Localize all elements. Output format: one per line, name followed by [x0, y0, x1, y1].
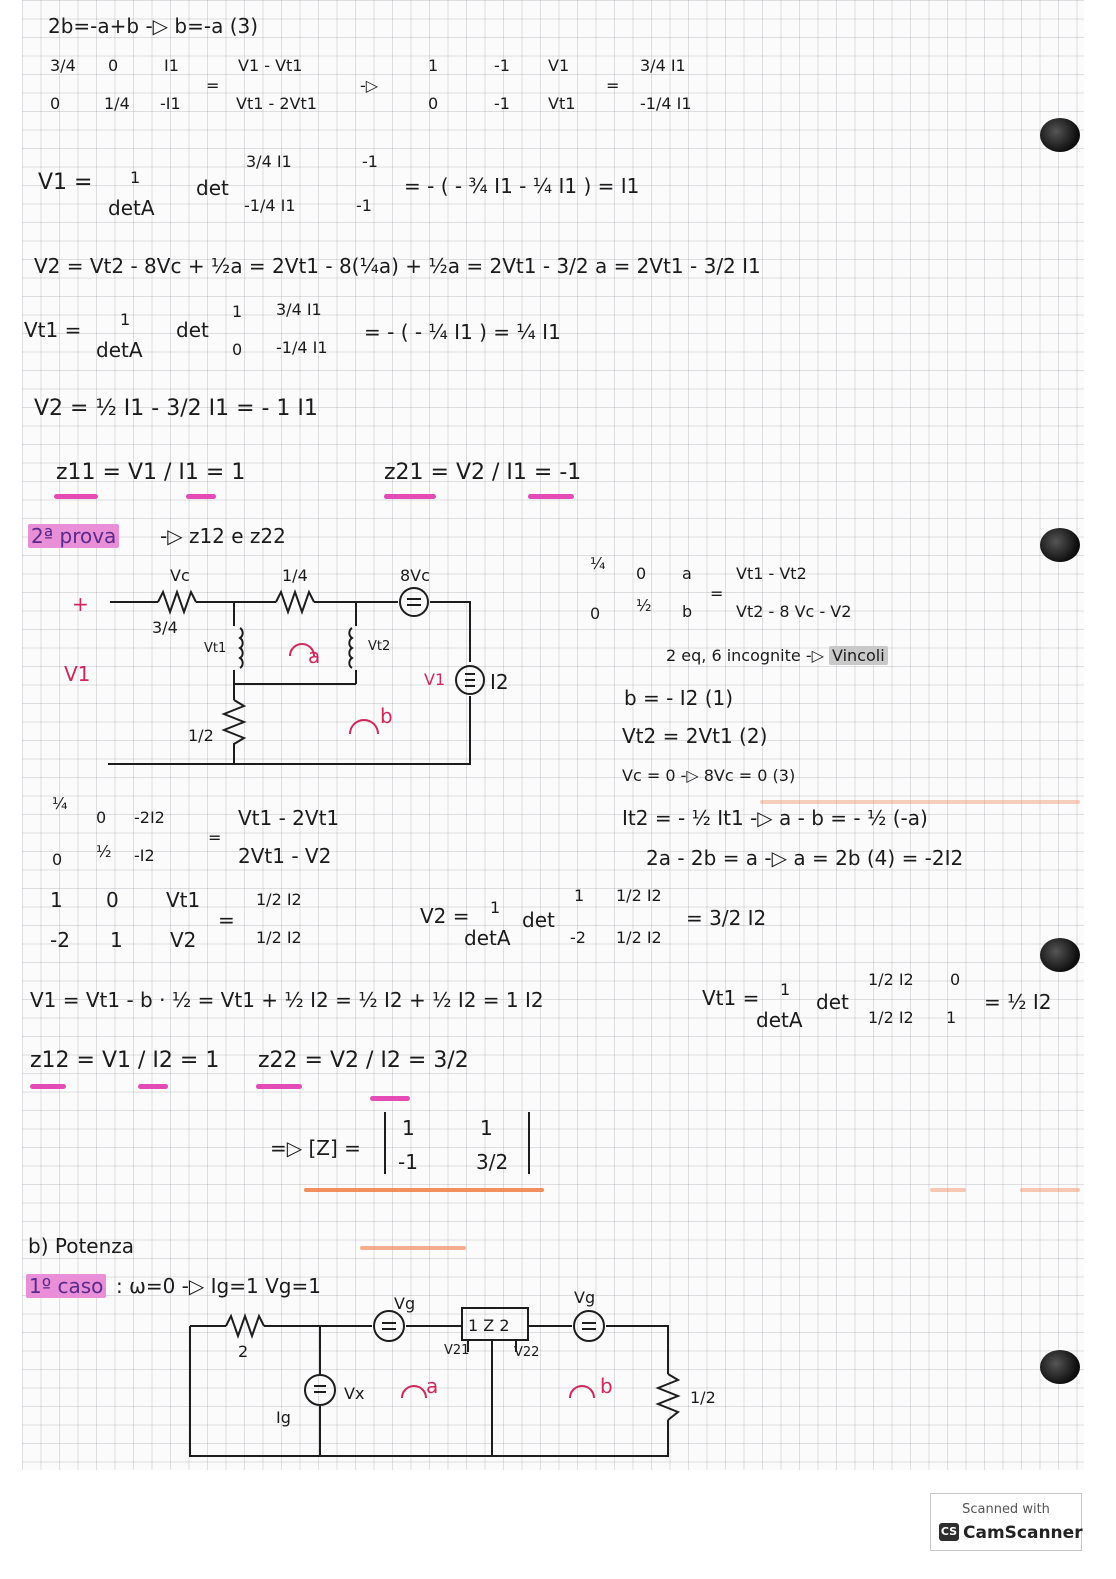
fraction-denominator: detA — [756, 1008, 803, 1032]
highlight-mark — [30, 1084, 66, 1089]
matrix-cell: 0 — [106, 888, 119, 912]
equation-result: = - ( - ¾ I1 - ¼ I1 ) = I1 — [404, 174, 640, 198]
matrix-cell: V1 — [548, 56, 570, 75]
matrix-cell: Vt1 — [548, 94, 576, 113]
circuit-label: Vg — [394, 1294, 416, 1313]
det-label: det — [816, 990, 849, 1014]
note-text: 2 eq, 6 incognite -▷ Vincoli — [666, 648, 888, 664]
det-cell: -1/4 I1 — [276, 338, 328, 357]
matrix-cell: Vt2 - 8 Vc - V2 — [736, 602, 852, 621]
circuit-label: + — [72, 592, 89, 616]
underline-mark — [304, 1188, 544, 1192]
circuit-label: V1 — [64, 662, 91, 686]
mesh-label: a — [426, 1374, 439, 1398]
equals-sign: = — [218, 908, 235, 932]
matrix-cell: 0 — [590, 604, 601, 623]
matrix-cell: 0 — [50, 94, 61, 113]
fraction-numerator: 1 — [780, 980, 791, 999]
circuit-label: Vx — [344, 1384, 365, 1403]
det-cell: -1 — [362, 152, 378, 171]
circuit-label: 2 — [238, 1342, 249, 1361]
matrix-cell: 1 — [428, 56, 439, 75]
det-cell: 3/4 I1 — [276, 300, 322, 319]
circuit-label: Vt2 — [368, 639, 391, 654]
z-matrix-label: =▷ [Z] = — [270, 1136, 361, 1160]
matrix-cell: 0 — [428, 94, 439, 113]
equals-sign: = — [206, 76, 220, 95]
det-cell: -2 — [570, 928, 586, 947]
matrix-cell: V1 - Vt1 — [238, 56, 303, 75]
matrix-cell: 1 — [110, 928, 123, 952]
matrix-cell: 3/4 — [50, 56, 76, 75]
matrix-cell: -I2 — [134, 846, 155, 865]
matrix-cell: 0 — [96, 808, 107, 827]
fraction-numerator: 1 — [490, 898, 501, 917]
det-cell: 1/2 I2 — [616, 928, 662, 947]
circuit-label: 8Vc — [400, 566, 430, 585]
matrix-cell: ½ — [636, 596, 652, 615]
section-heading: 2ª prova — [28, 526, 119, 546]
mesh-label: b — [600, 1374, 613, 1398]
matrix-cell: 3/4 I1 — [640, 56, 686, 75]
circuit-label: V22 — [514, 1345, 540, 1360]
circuit-label: Vg — [574, 1288, 596, 1307]
z-matrix-cell: 3/2 — [476, 1150, 509, 1174]
det-cell: 1 — [946, 1008, 957, 1027]
circuit-label: Vt1 — [204, 641, 227, 656]
equals-sign: = — [208, 828, 222, 847]
matrix-cell: 2Vt1 - V2 — [238, 844, 332, 868]
note-text: Vt2 = 2Vt1 (2) — [622, 724, 768, 748]
equation-line: V2 = ½ I1 - 3/2 I1 = - 1 I1 — [34, 396, 318, 421]
fraction-numerator: 1 — [130, 168, 141, 187]
circuit-label: Vc — [170, 566, 190, 585]
matrix-cell: -2 — [50, 928, 70, 952]
badge-caption: Scanned with — [962, 1502, 1050, 1517]
matrix-cell: Vt1 - 2Vt1 — [238, 806, 340, 830]
matrix-cell: I1 — [164, 56, 179, 75]
circuit-label: 1/2 — [188, 726, 214, 745]
underline-mark — [930, 1188, 966, 1192]
equals-sign: = — [710, 584, 724, 603]
section-heading: 1º caso — [26, 1276, 106, 1296]
det-cell: 0 — [950, 970, 961, 989]
section-heading: b) Potenza — [28, 1234, 135, 1258]
badge-brand: CamScanner — [963, 1523, 1083, 1543]
mesh-label: a — [308, 644, 321, 668]
highlight-mark — [760, 800, 1080, 804]
equation-line: V1 = Vt1 - b · ½ = Vt1 + ½ I2 = ½ I2 + ½ I2 = 1 I2 — [30, 988, 544, 1012]
det-cell: 1/2 I2 — [868, 970, 914, 989]
det-label: det — [522, 908, 555, 932]
matrix-cell: b — [682, 602, 693, 621]
det-label: det — [176, 318, 209, 342]
matrix-cell: 0 — [636, 564, 647, 583]
equals-sign: = — [606, 76, 620, 95]
z11-result: z11 = V1 / I1 = 1 — [56, 460, 246, 485]
matrix-cell: -I1 — [160, 94, 181, 113]
note-text: It2 = - ½ It1 -▷ a - b = - ½ (-a) — [622, 806, 928, 830]
section-subheading: : ω=0 -▷ Ig=1 Vg=1 — [116, 1274, 321, 1298]
det-cell: -1 — [356, 196, 372, 215]
circuit-label: 1/2 — [690, 1388, 716, 1407]
circuit-label: 1/4 — [282, 566, 308, 585]
circuit-label: V1 — [424, 670, 446, 689]
note-text: 2a - 2b = a -▷ a = 2b (4) = -2I2 — [646, 846, 964, 870]
matrix-cell: 1/2 I2 — [256, 928, 302, 947]
z21-result: z21 = V2 / I1 = -1 — [384, 460, 582, 485]
circuit-label: 1 Z 2 — [468, 1316, 510, 1335]
matrix-cell: Vt1 - 2Vt1 — [236, 94, 317, 113]
matrix-cell: -2I2 — [134, 808, 165, 827]
det-cell: 3/4 I1 — [246, 152, 292, 171]
z-matrix-cell: 1 — [402, 1116, 415, 1140]
z12-result: z12 = V1 / I2 = 1 — [30, 1048, 220, 1073]
equation-lhs: Vt1 = — [24, 318, 82, 342]
equation-result: = - ( - ¼ I1 ) = ¼ I1 — [364, 320, 561, 344]
equation-result: = ½ I2 — [984, 990, 1052, 1014]
equation-line: V2 = Vt2 - 8Vc + ½a = 2Vt1 - 8(¼a) + ½a = 2Vt1 - 3/2 a = 2Vt1 - 3/2 I1 — [34, 254, 761, 278]
matrix-cell: V2 — [170, 928, 197, 952]
det-cell: 1 — [574, 886, 585, 905]
matrix-cell: 0 — [52, 850, 63, 869]
det-cell: 1/2 I2 — [616, 886, 662, 905]
det-label: det — [196, 176, 229, 200]
equation-result: = 3/2 I2 — [686, 906, 767, 930]
underline-mark — [1020, 1188, 1080, 1192]
highlight-mark — [256, 1084, 302, 1089]
note-text: Vc = 0 -▷ 8Vc = 0 (3) — [622, 766, 796, 785]
underline-mark — [360, 1246, 466, 1250]
z-matrix-cell: -1 — [398, 1150, 418, 1174]
mesh-label: b — [380, 704, 393, 728]
equation-lhs: V1 = — [38, 170, 93, 195]
fraction-denominator: detA — [464, 926, 511, 950]
camscanner-logo-icon: CS — [939, 1523, 959, 1541]
highlight-mark — [138, 1084, 168, 1089]
equation-lhs: V2 = — [420, 904, 470, 928]
det-cell: 0 — [232, 340, 243, 359]
z22-result: z22 = V2 / I2 = 3/2 — [258, 1048, 469, 1073]
matrix-cell: -1 — [494, 56, 510, 75]
circuit-label: I2 — [490, 670, 509, 694]
fraction-numerator: 1 — [120, 310, 131, 329]
matrix-cell: ½ — [96, 842, 112, 861]
fraction-denominator: detA — [108, 196, 155, 220]
det-cell: -1/4 I1 — [244, 196, 296, 215]
matrix-cell: ¼ — [590, 554, 606, 573]
implies-arrow: -▷ — [360, 76, 379, 95]
equation-lhs: Vt1 = — [702, 986, 760, 1010]
matrix-cell: 1/4 — [104, 94, 130, 113]
z-matrix-cell: 1 — [480, 1116, 493, 1140]
matrix-cell: a — [682, 564, 692, 583]
matrix-cell: Vt1 - Vt2 — [736, 564, 807, 583]
matrix-cell: 1 — [50, 888, 63, 912]
matrix-cell: -1 — [494, 94, 510, 113]
matrix-cell: 0 — [108, 56, 119, 75]
circuit-label: Ig — [276, 1408, 291, 1427]
camscanner-badge — [930, 1493, 1082, 1551]
matrix-cell: Vt1 — [166, 888, 201, 912]
matrix-cell: -1/4 I1 — [640, 94, 692, 113]
matrix-cell: ¼ — [52, 794, 68, 813]
note-text: b = - I2 (1) — [624, 686, 734, 710]
section-subheading: -▷ z12 e z22 — [160, 524, 286, 548]
det-cell: 1 — [232, 302, 243, 321]
circuit-label: V21 — [444, 1343, 470, 1358]
equation-line: 2b=-a+b -▷ b=-a (3) — [48, 14, 259, 38]
circuit-label: 3/4 — [152, 618, 178, 637]
fraction-denominator: detA — [96, 338, 143, 362]
highlight-mark — [370, 1096, 410, 1101]
matrix-cell: 1/2 I2 — [256, 890, 302, 909]
det-cell: 1/2 I2 — [868, 1008, 914, 1027]
